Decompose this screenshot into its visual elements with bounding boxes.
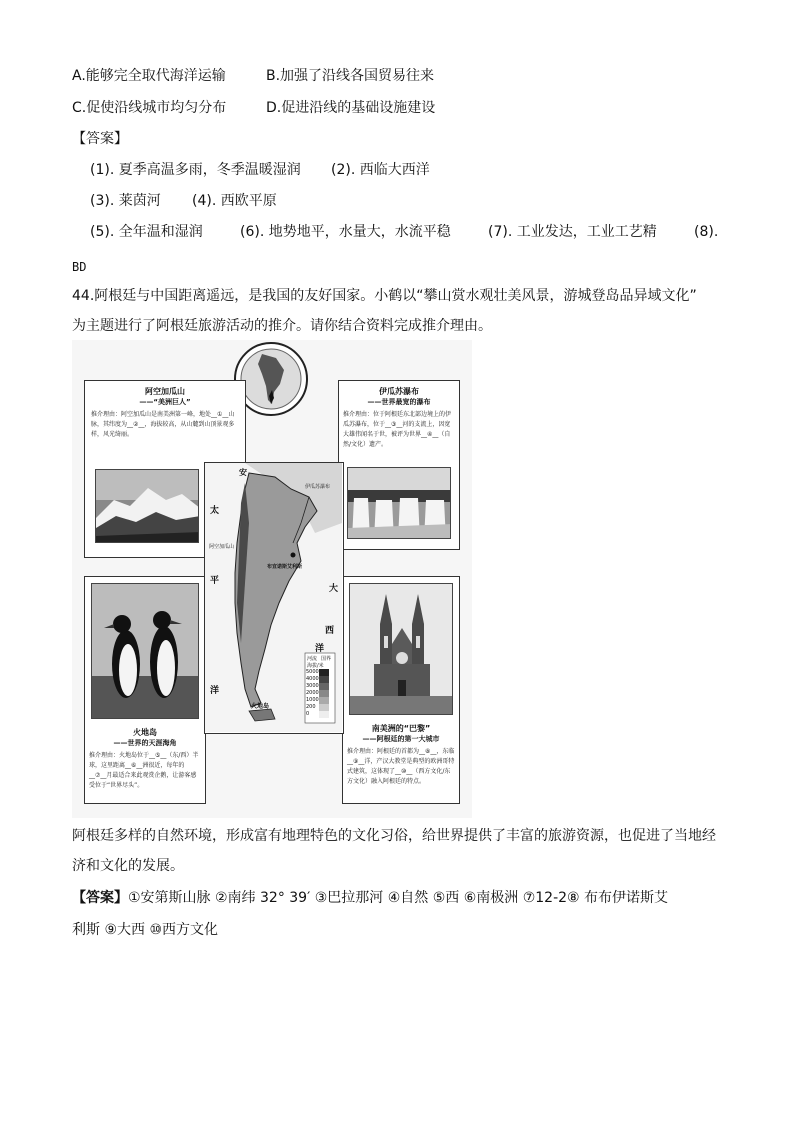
legend-value-2000: 2000	[306, 690, 319, 696]
card-buenos-aires-title: 南美洲的“巴黎”	[371, 724, 431, 733]
option-c: C.促使沿线城市均匀分布	[72, 100, 227, 116]
question-44-stem-cont: 为主题进行了阿根廷旅游活动的推介。请你结合资料完成推介理由。	[72, 318, 492, 334]
argentina-tourism-figure	[72, 340, 472, 818]
answer-item-1: (1). 夏季高温多雨，冬季温暖湿润	[90, 162, 301, 178]
answer-44-line1: ①安第斯山脉 ②南纬 32° 39′ ③巴拉那河 ④自然 ⑤西 ⑥南极洲 ⑦12-2⑧ 布布伊诺斯艾	[128, 890, 669, 906]
option-d: D.促进沿线的基础设施建设	[266, 100, 436, 116]
legend-value-4000: 4000	[306, 676, 319, 682]
card-iguazu-text: 推介理由：位于阿根廷东北部边境上的伊瓜苏瀑布，位于__③__河的支流上，因宽大雄伟闻名于世，被评为世界__④__（自然/文化）遗产。	[343, 411, 452, 448]
map-label-tai: 太	[210, 506, 220, 516]
answer-heading-43: 【答案】	[72, 131, 128, 147]
card-buenos-aires-subtitle: ——阿根廷的第一大城市	[362, 735, 440, 743]
legend-value-1000: 1000	[306, 697, 319, 703]
card-iguazu	[338, 380, 460, 550]
answer-item-2: (2). 西临大西洋	[331, 162, 430, 178]
card-aconcagua-subtitle: ——“美洲巨人”	[139, 398, 191, 406]
map-legend-river: 河流	[307, 656, 318, 662]
answer-item-8-value: BD	[72, 260, 87, 274]
answer-44-line2: 利斯 ⑨大西 ⑩西方文化	[72, 922, 219, 938]
card-aconcagua-text: 推介理由：阿空加瓜山是南美洲第一峰，地处__①__山脉，其纬度为__②__，海拔较高，从山麓到山顶景观多样，风光绮丽。	[91, 411, 235, 438]
card-aconcagua-title: 阿空加瓜山	[145, 387, 185, 396]
map-label-ping: 平	[210, 576, 220, 586]
map-label-capital: 布宜诺斯艾利斯	[267, 564, 303, 570]
answer-44	[72, 888, 668, 908]
answer-item-7: (7). 工业发达，工业工艺精	[488, 224, 657, 240]
answer-item-8: (8).	[694, 224, 719, 240]
option-a: A.能够完全取代海洋运输	[72, 68, 226, 84]
map-label-iguazu: 伊瓜苏瀑布	[305, 484, 331, 490]
answer-item-6: (6). 地势地平，水量大，水流平稳	[240, 224, 451, 240]
map-legend-title: 海拔/米	[307, 663, 324, 669]
answer-item-3: (3). 莱茵河	[90, 193, 161, 209]
map-label-island: 火地岛	[251, 703, 270, 710]
cathedral-photo	[349, 583, 453, 715]
penguin-photo	[91, 583, 199, 719]
legend-value-3000: 3000	[306, 683, 319, 689]
argentina-map	[204, 462, 344, 734]
legend-value-0: 0	[306, 711, 310, 717]
map-label-xi: 西	[325, 626, 335, 636]
card-iguazu-title: 伊瓜苏瀑布	[379, 387, 419, 396]
option-b: B.加强了沿线各国贸易往来	[266, 68, 435, 84]
legend-value-5000: 5000	[306, 669, 319, 675]
card-fireland-title: 火地岛	[133, 728, 157, 737]
card-fireland-subtitle: ——世界的天涯海角	[113, 739, 177, 747]
map-label-da: 大	[329, 584, 339, 594]
answer-item-4: (4). 西欧平原	[192, 193, 277, 209]
map-label-aconcagua: 阿空加瓜山	[209, 544, 235, 550]
card-fireland-text: 推介理由：火地岛位于__⑤__（东/西）半球，这里距离__⑥__洲很近，每年的__⑦__月最适合来此观赏企鹅，让游客感受位于“世界尽头”。	[89, 752, 199, 789]
map-label-yang-left: 洋	[210, 686, 220, 696]
answer-item-5: (5). 全年温和湿润	[90, 224, 203, 240]
card-fireland	[84, 576, 206, 804]
card-buenos-aires	[342, 576, 460, 804]
figure-caption-paragraph-cont: 济和文化的发展。	[72, 858, 184, 874]
legend-value-200: 200	[306, 704, 316, 710]
mountain-photo	[95, 469, 199, 543]
card-buenos-aires-text: 推介理由：阿根廷的首都为__⑧__，东临__⑨__洋，产汉大教堂是典型的欧洲哥特式建筑，这体现了__⑩__（西方文化/东方文化）融入阿根廷的特点。	[347, 748, 455, 785]
card-iguazu-subtitle: ——世界最宽的瀑布	[367, 398, 431, 406]
waterfall-photo	[347, 467, 451, 539]
map-legend-border: 国界	[321, 656, 332, 662]
question-44-stem: 44.阿根廷与中国距离遥远，是我国的友好国家。小鹤以“攀山赏水观壮美风景，游城登岛品异域文化”	[72, 288, 697, 304]
map-label-an: 安	[239, 468, 247, 477]
figure-caption-paragraph: 阿根廷多样的自然环境，形成富有地理特色的文化习俗，给世界提供了丰富的旅游资源，也促进了当地经	[72, 828, 716, 844]
map-label-yang-right: 洋	[315, 644, 325, 654]
answer-44-label: 【答案】	[72, 890, 128, 906]
